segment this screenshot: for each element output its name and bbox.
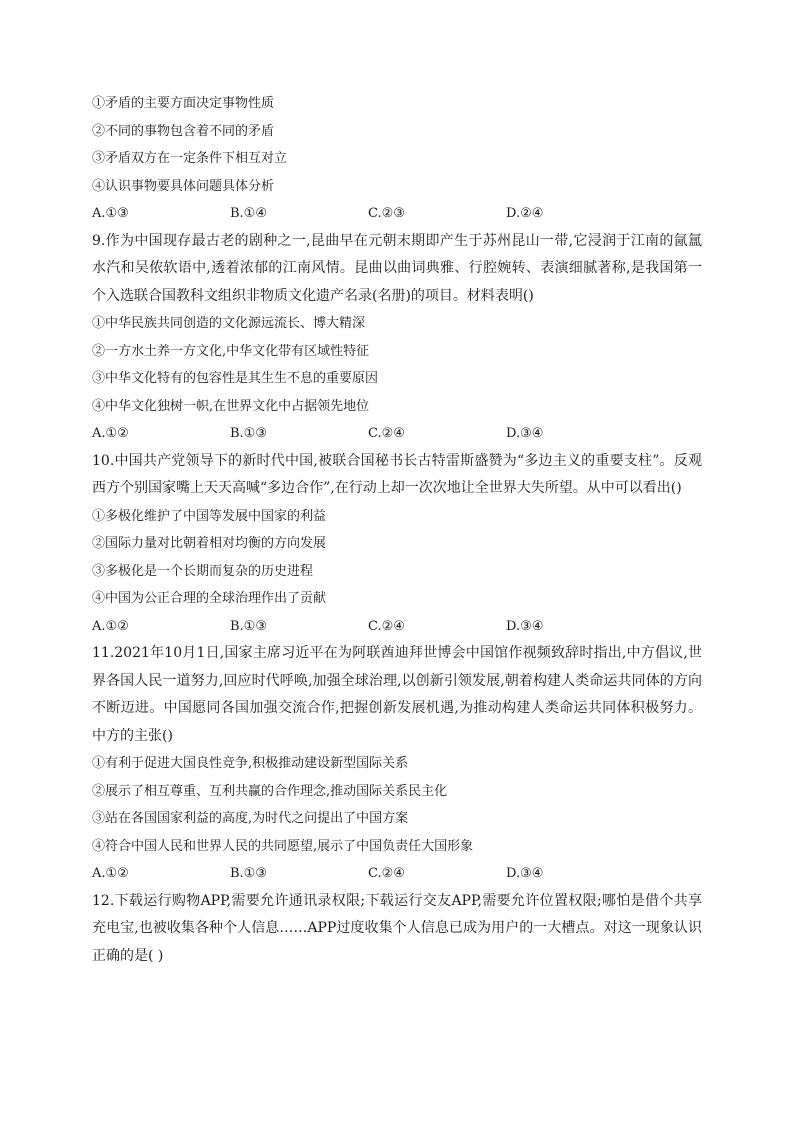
option-item: ②不同的事物包含着不同的矛盾 xyxy=(92,123,275,139)
option-item: ③多极化是一个长期而复杂的历史进程 xyxy=(92,563,314,579)
answer-choice-a: A.①② xyxy=(92,618,129,634)
answer-choice-c: C.②③ xyxy=(368,206,405,221)
answer-choice-d: D.③④ xyxy=(506,426,544,441)
answer-choice-a: A.①② xyxy=(92,426,129,441)
answer-choice-b: B.①③ xyxy=(230,866,267,881)
answer-choice-b: B.①④ xyxy=(230,206,267,221)
option-item: ③矛盾双方在一定条件下相互对立 xyxy=(92,151,288,166)
question-block-8 xyxy=(92,90,702,228)
question-block-9 xyxy=(92,228,702,448)
answer-choice-b: B.①③ xyxy=(230,426,267,441)
question-stem: 10.中国共产党领导下的新时代中国,被联合国秘书长古特雷斯盛赞为“多边主义的重要支柱”。反观西方个别国家嘴上天天高喊“多边合作”,在行动上却一次次地让全世界大失所望。从中可以看出() xyxy=(92,452,702,496)
option-item: ①多极化维护了中国等发展中国家的利益 xyxy=(92,508,327,524)
question-stem: 11.2021年10月1日,国家主席习近平在为阿联酋迪拜世博会中国馆作视频致辞时指出,中方倡议,世界各国人民一道努力,回应时代呼唤,加强全球治理,以创新引领发展,朝着构建人类命运共同体的方向不断迈进。中国愿同各国加强交流合作,把握创新发展机遇,为推动构建人类命运共同体积极努力。中方的主张() xyxy=(92,645,702,744)
option-item: ④中国为公正合理的全球治理作出了贡献 xyxy=(92,591,327,606)
option-item: ①矛盾的主要方面决定事物性质 xyxy=(92,96,275,111)
question-block-10 xyxy=(92,448,702,641)
answer-choice-c: C.②④ xyxy=(368,426,405,441)
answer-choices xyxy=(92,200,702,228)
option-item: ①中华民族共同创造的文化源远流长、博大精深 xyxy=(92,316,366,331)
answer-choice-c: C.②④ xyxy=(368,618,405,634)
question-stem: 9.作为中国现存最古老的剧种之一,昆曲早在元朝末期即产生于苏州昆山一带,它浸润于江南的氤氲水汽和吴侬软语中,透着浓郁的江南风情。昆曲以曲词典雅、行腔婉转、表演细腻著称,是我国第一个入选联合国教科文组织非物质文化遗产名录(名册)的项目。材料表明() xyxy=(92,232,702,304)
question-block-12 xyxy=(92,888,702,971)
answer-choice-a: A.①③ xyxy=(92,206,129,221)
option-item: ③站在各国国家利益的高度,为时代之问提出了中国方案 xyxy=(92,811,409,826)
answer-choice-d: D.②④ xyxy=(506,206,544,221)
option-item: ①有利于促进大国良性竞争,积极推动建设新型国际关系 xyxy=(92,756,409,771)
answer-choice-d: D.③④ xyxy=(506,618,544,634)
answer-choice-a: A.①② xyxy=(92,866,129,881)
exam-page xyxy=(92,90,702,970)
answer-choices xyxy=(92,860,702,888)
answer-choice-c: C.②④ xyxy=(368,866,405,881)
question-stem: 12.下载运行购物APP,需要允许通讯录权限;下载运行交友APP,需要允许位置权限;哪怕是借个共享充电宝,也被收集各种个人信息……APP过度收集个人信息已成为用户的一大槽点。对这一现象认识正确的是( ) xyxy=(92,892,702,964)
option-item: ②一方水土养一方文化,中华文化带有区域性特征 xyxy=(92,343,370,359)
option-item: ②国际力量对比朝着相对均衡的方向发展 xyxy=(92,536,327,551)
answer-choices xyxy=(92,420,702,448)
option-item: ③中华文化特有的包容性是其生生不息的重要原因 xyxy=(92,371,379,386)
option-item: ④中华文化独树一帜,在世界文化中占据领先地位 xyxy=(92,398,370,414)
answer-choices xyxy=(92,613,702,641)
question-block-11 xyxy=(92,640,702,888)
answer-choice-d: D.③④ xyxy=(506,866,544,881)
option-item: ④符合中国人民和世界人民的共同愿望,展示了中国负责任大国形象 xyxy=(92,838,474,854)
option-item: ④认识事物要具体问题具体分析 xyxy=(92,178,275,194)
option-item: ②展示了相互尊重、互利共赢的合作理念,推动国际关系民主化 xyxy=(92,783,448,799)
answer-choice-b: B.①③ xyxy=(230,618,267,634)
